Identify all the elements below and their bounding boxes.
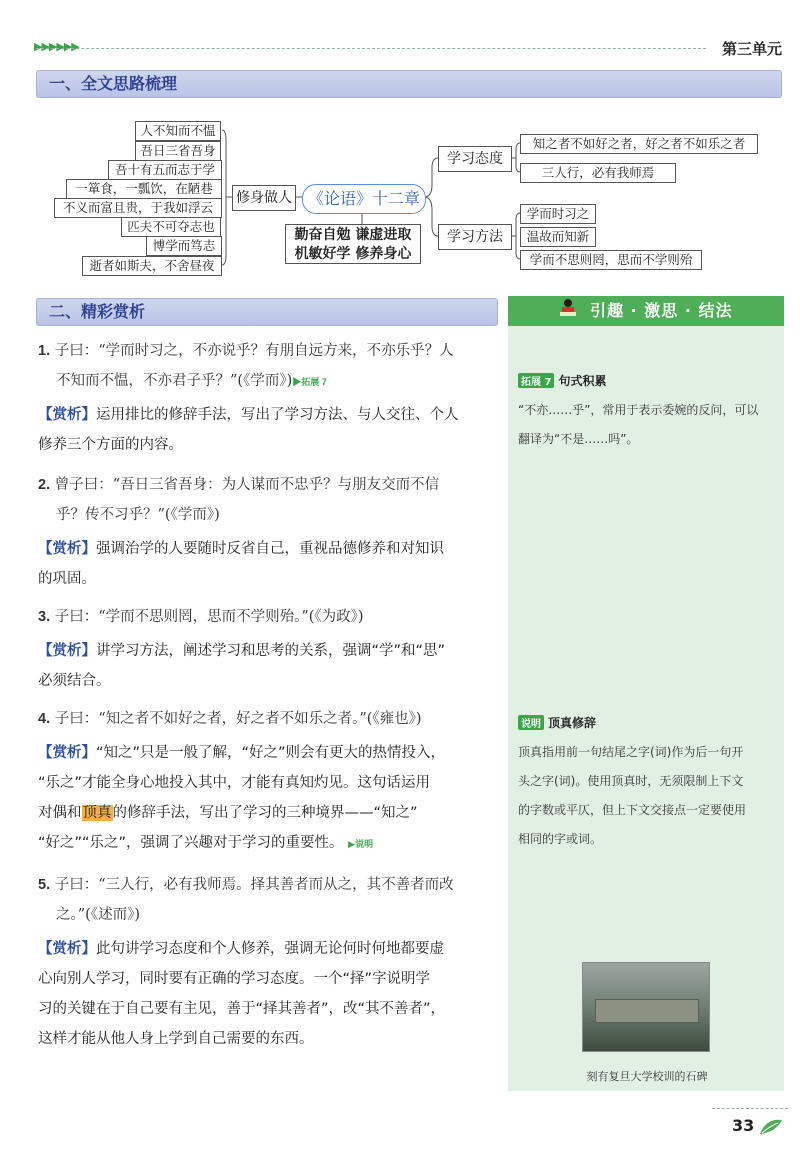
footer-divider	[712, 1108, 788, 1109]
sidebar-box2-label: 说明 顶真修辞	[518, 714, 596, 731]
sidebar-header	[508, 296, 784, 326]
sidebar-box2-text: 顶真指用前一句结尾之字(词)作为后一句开 头之字(词)。使用顶真时，无须限制上下文 的字数或平仄，但上下文交接点一定要使用 相同的字或词。	[518, 745, 747, 846]
ref-link-explain[interactable]: ▶说明	[348, 840, 374, 850]
analysis-5: 【赏析】此句讲学习态度和个人修养，强调无论何时何地都要虚 心向别人学习，同时要有正确的学习态度。一个“择”字说明学 习的关键在于自己要有主见，善于“择其善者”，改“其不善者”， 这样才能从他人身上学到自己需要的东西。	[38, 941, 446, 1047]
mindmap-branch-self-cultivation: 修身做人	[232, 185, 296, 211]
mindmap-left-item: 逝者如斯夫，不舍昼夜	[82, 256, 222, 276]
analysis-1: 【赏析】运用排比的修辞手法，写出了学习方法、与人交往、个人 修养三个方面的内容。	[38, 407, 459, 453]
quote-1: 1. 子曰：“学而时习之，不亦说乎？有朋自远方来，不亦乐乎？人 不知而不愠，不亦君子乎？”(《学而》)▶拓展 7	[38, 343, 454, 389]
section2-banner	[36, 298, 498, 326]
mindmap-left-item: 吾十有五而志于学	[108, 160, 222, 180]
quote-5: 5. 子曰：“三人行，必有我师焉。择其善者而从之，其不善者而改 之。”(《述而》)	[38, 877, 454, 923]
sidebar-box1-text: “不亦……乎”，常用于表示委婉的反问，可以 翻译为“不是……吗”。	[518, 403, 759, 446]
photo-caption: 刻有复旦大学校训的石碑	[586, 1070, 708, 1083]
mindmap-right-item: 知之者不如好之者，好之者不如乐之者	[520, 134, 758, 154]
quote-4: 4. 子曰：“知之者不如好之者，好之者不如乐之者。”(《雍也》)	[38, 711, 422, 727]
mindmap-branch-attitude: 学习态度	[438, 146, 512, 172]
unit-title: 第三单元	[722, 40, 783, 58]
mindmap-right-item: 三人行，必有我师焉	[520, 163, 676, 183]
mindmap-left-item: 匹夫不可夺志也	[121, 217, 221, 237]
page-number: 33	[732, 1116, 755, 1135]
mindmap-left-item: 不义而富且贵，于我如浮云	[54, 198, 222, 218]
mindmap-right-item: 学而不思则罔，思而不学则殆	[520, 250, 702, 270]
sidebar-box1-label: 拓展 7 句式积累	[518, 372, 606, 389]
mindmap-summary-line2: 机敏好学 修养身心	[294, 246, 412, 262]
highlight-dingzhen: 顶真	[82, 805, 112, 821]
section1-title: 一、全文思路梳理	[49, 74, 178, 93]
reader-figure-icon	[559, 298, 577, 320]
quote-2: 2. 曾子曰：“吾日三省吾身：为人谋而不忠乎？与朋友交而不信 乎？传不习乎？”(《学而》)	[38, 477, 440, 523]
expand-chip: 拓展 7	[518, 373, 554, 388]
quote-3: 3. 子曰：“学而不思则罔，思而不学则殆。”(《为政》)	[38, 609, 364, 625]
analysis-2: 【赏析】强调治学的人要随时反省自己，重视品德修养和对知识 的巩固。	[38, 541, 444, 587]
header-arrows: ▶▶▶▶▶▶	[34, 40, 79, 53]
stone-tablet-photo	[582, 962, 710, 1052]
mindmap-left-item: 博学而笃志	[146, 236, 222, 256]
mindmap-left-item: 人不知而不愠	[135, 121, 221, 141]
analysis-3: 【赏析】讲学习方法，阐述学习和思考的关系，强调“学”和“思” 必须结合。	[38, 643, 446, 689]
explain-chip: 说明	[518, 715, 544, 730]
mindmap-branch-method: 学习方法	[438, 224, 512, 250]
sidebar-title: 引趣 · 激思 · 结法	[590, 301, 733, 320]
mindmap-summary-line1: 勤奋自勉 谦虚进取	[294, 227, 412, 243]
mindmap-left-item: 吾日三省吾身	[135, 141, 221, 161]
mindmap-summary	[285, 224, 421, 264]
section2-title: 二、精彩赏析	[49, 302, 146, 321]
mindmap-left-item: 一箪食，一瓢饮，在陋巷	[66, 179, 222, 199]
ref-link-expand-7[interactable]: ▶拓展 7	[292, 377, 327, 387]
analysis-4: 【赏析】“知之”只是一般了解，“好之”则会有更大的热情投入， “乐之”才能全身心地投入其中，才能有真知灼见。这句话运用 对偶和顶真的修辞手法，写出了学习的三种境界——“知之” “好之”“乐之”，强调了兴趣对于学习的重要性。 ▶说明	[38, 745, 446, 851]
stone-tablet	[595, 999, 699, 1023]
mindmap-right-item: 温故而知新	[520, 227, 596, 247]
leaf-icon	[756, 1116, 786, 1138]
mindmap-right-item: 学而时习之	[520, 204, 596, 224]
mindmap-center: 《论语》十二章	[302, 184, 426, 214]
